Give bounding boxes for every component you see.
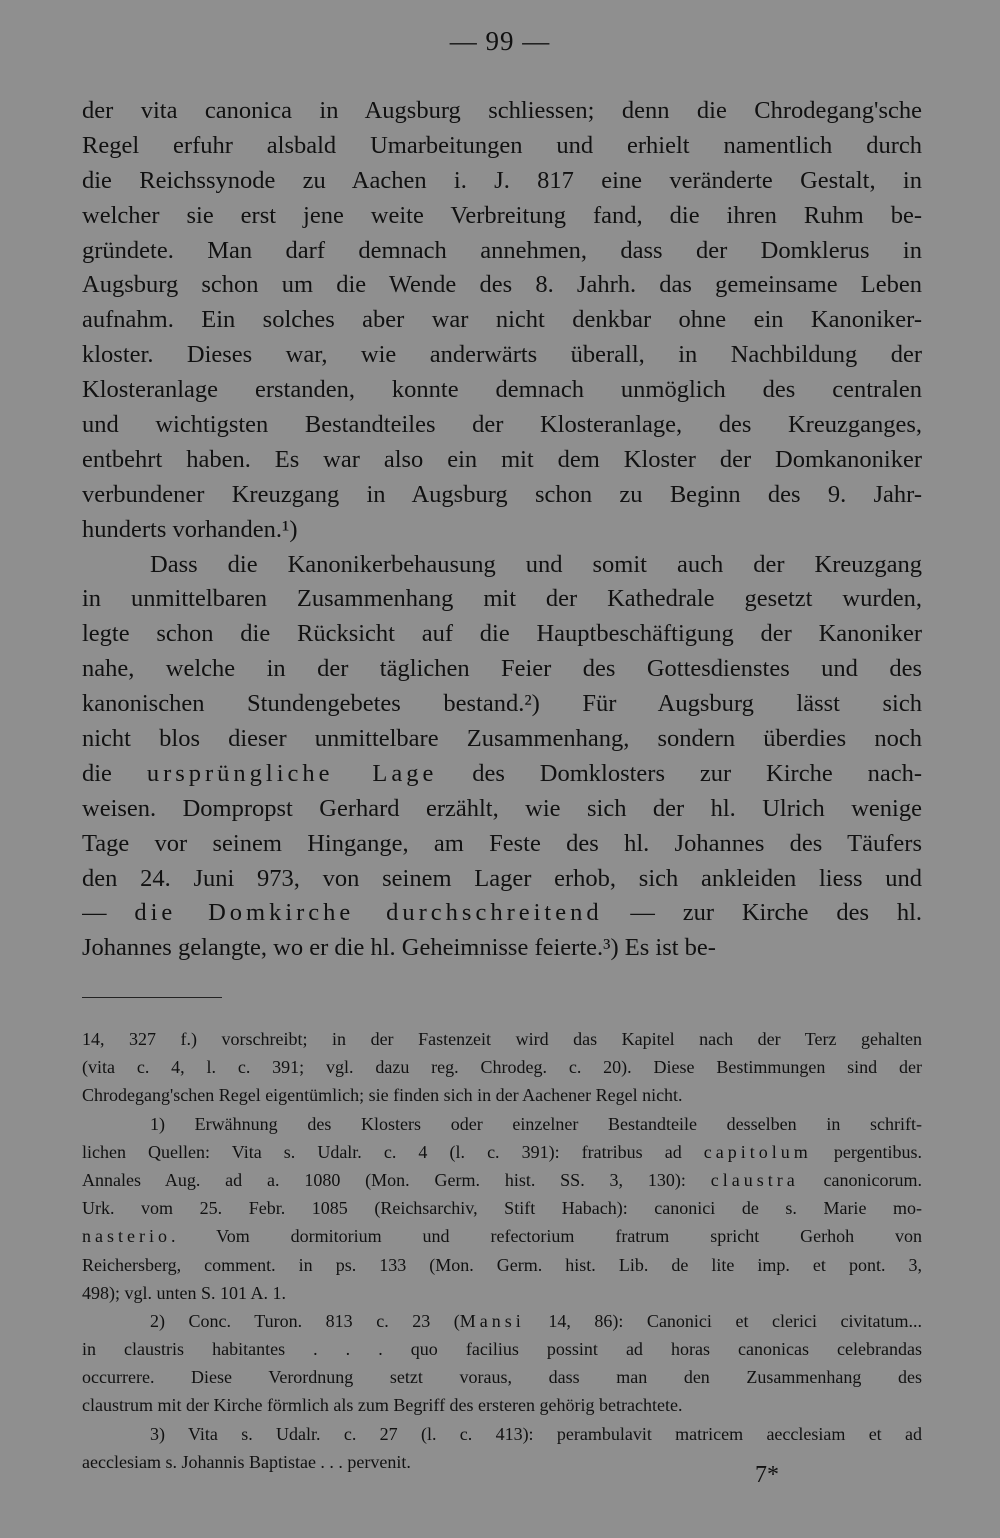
text-line: der vita canonica in Augsburg schliessen; denn die Chrodegang'sche	[82, 97, 922, 124]
text-line: nicht blos dieser unmittelbare Zusammenhang, sondern überdies noch	[82, 725, 922, 753]
spaced-emphasis: Mansi	[459, 1310, 525, 1331]
footnotes	[82, 1025, 922, 1476]
line-segment: —	[82, 899, 135, 927]
footnote-line: occurrere. Diese Verordnung setzt voraus, dass man den Zusammenhang des	[82, 1367, 922, 1388]
text-line: in unmittelbaren Zusammenhang mit der Kathedrale gesetzt wurden,	[82, 585, 922, 613]
page-number: — 99 —	[449, 26, 551, 56]
footnote-line	[82, 1307, 922, 1335]
text-line: Klosteranlage erstanden, konnte demnach unmöglich des centralen	[82, 376, 922, 404]
main-text	[82, 94, 922, 966]
spaced-emphasis: ursprüngliche Lage	[146, 759, 438, 787]
line-segment: canonicorum.	[798, 1169, 922, 1190]
text-line: verbundener Kreuzgang in Augsburg schon zu Beginn des 9. Jahr-	[82, 480, 922, 508]
text-line: Johannes gelangte, wo er die hl. Geheimnisse feierte.³) Es ist be-	[82, 934, 716, 962]
text-line	[82, 896, 922, 931]
line-segment: die	[82, 759, 147, 787]
line-segment: lichen Quellen: Vita s. Udalr. c. 4 (l. c. 391): fratribus ad	[82, 1141, 704, 1162]
footnote-line: 498); vgl. unten S. 101 A. 1.	[82, 1282, 287, 1303]
footnote-line	[82, 1138, 922, 1166]
line-segment: 14, 86): Canonici et clerici civitatum...	[524, 1310, 922, 1331]
text-line: die Reichssynode zu Aachen i. J. 817 eine veränderte Gestalt, in	[82, 166, 922, 194]
text-line	[82, 757, 922, 792]
line-segment: Annales Aug. ad a. 1080 (Mon. Germ. hist. SS. 3, 130):	[82, 1169, 711, 1190]
line-segment: — zur Kirche des hl.	[602, 899, 922, 927]
footnote-line: 3) Vita s. Udalr. c. 27 (l. c. 413): perambulavit matricem aecclesiam et ad	[150, 1423, 922, 1444]
text-line: und wichtigsten Bestandteiles der Klosteranlage, des Kreuzganges,	[82, 411, 922, 439]
line-segment: pergentibus.	[811, 1141, 922, 1162]
text-line: Tage vor seinem Hingange, am Feste des hl. Johannes des Täufers	[82, 829, 922, 857]
footnote-line: Reichersberg, comment. in ps. 133 (Mon. Germ. hist. Lib. de lite imp. et pont. 3,	[82, 1254, 922, 1275]
text-line: aufnahm. Ein solches aber war nicht denkbar ohne ein Kanoniker-	[82, 306, 922, 334]
text-line: Augsburg schon um die Wende des 8. Jahrh. das gemeinsame Leben	[82, 271, 922, 299]
footnote-separator	[82, 997, 222, 998]
footnote-line: Urk. vom 25. Febr. 1085 (Reichsarchiv, Stift Habach): canonici de s. Marie mo-	[82, 1198, 922, 1219]
spaced-emphasis: capitolum	[703, 1141, 812, 1162]
footnote-line	[82, 1222, 922, 1250]
text-line: entbehrt haben. Es war also ein mit dem Kloster der Domkanoniker	[82, 445, 922, 473]
spaced-emphasis: claustra	[710, 1169, 799, 1190]
text-line: kloster. Dieses war, wie anderwärts überall, in Nachbildung der	[82, 341, 922, 369]
footnote-line: 14, 327 f.) vorschreibt; in der Fastenzeit wird das Kapitel nach der Terz gehalten	[82, 1029, 922, 1049]
text-line: Regel erfuhr alsbald Umarbeitungen und erhielt namentlich durch	[82, 131, 922, 159]
text-line: den 24. Juni 973, von seinem Lager erhob, sich ankleiden liess und	[82, 864, 922, 892]
text-line: Dass die Kanonikerbehausung und somit auch der Kreuzgang	[150, 550, 922, 578]
footnote-line: Chrodegang'schen Regel eigentümlich; sie finden sich in der Aachener Regel nicht.	[82, 1085, 683, 1106]
text-line: hunderts vorhanden.¹)	[82, 515, 298, 543]
footnote-line: (vita c. 4, l. c. 391; vgl. dazu reg. Chrodeg. c. 20). Diese Bestimmungen sind der	[82, 1057, 922, 1078]
footnote-line: 1) Erwähnung des Klosters oder einzelner Bestandteile desselben in schrift-	[150, 1113, 922, 1134]
text-line: weisen. Dompropst Gerhard erzählt, wie sich der hl. Ulrich wenige	[82, 794, 922, 822]
signature-mark: 7*	[755, 1462, 779, 1488]
text-line: kanonischen Stundengebetes bestand.²) Für Augsburg lässt sich	[82, 690, 922, 718]
line-segment: des Domklosters zur Kirche nach-	[437, 759, 922, 787]
text-line: gründete. Man darf demnach annehmen, dass der Domklerus in	[82, 236, 922, 264]
footnote-line: claustrum mit der Kirche förmlich als zum Begriff des ersteren gehörig betrachtete.	[82, 1395, 683, 1416]
spaced-emphasis: die Domkirche durchschreitend	[134, 899, 603, 927]
spaced-emphasis: nasterio	[82, 1226, 171, 1247]
footnote-line	[82, 1166, 922, 1194]
text-line: legte schon die Rücksicht auf die Hauptbeschäftigung der Kanoniker	[82, 620, 922, 648]
text-line: nahe, welche in der täglichen Feier des Gottesdienstes und des	[82, 655, 922, 683]
line-segment: . Vom dormitorium und refectorium fratrum spricht Gerhoh von	[170, 1226, 922, 1247]
text-line: welcher sie erst jene weite Verbreitung fand, die ihren Ruhm be-	[82, 201, 922, 229]
footnote-line: in claustris habitantes . . . quo facilius possint ad horas canonicas celebrandas	[82, 1339, 922, 1360]
footnote-line: aecclesiam s. Johannis Baptistae . . . pervenit.	[82, 1451, 411, 1472]
line-segment: 2) Conc. Turon. 813 c. 23 (	[150, 1310, 460, 1331]
